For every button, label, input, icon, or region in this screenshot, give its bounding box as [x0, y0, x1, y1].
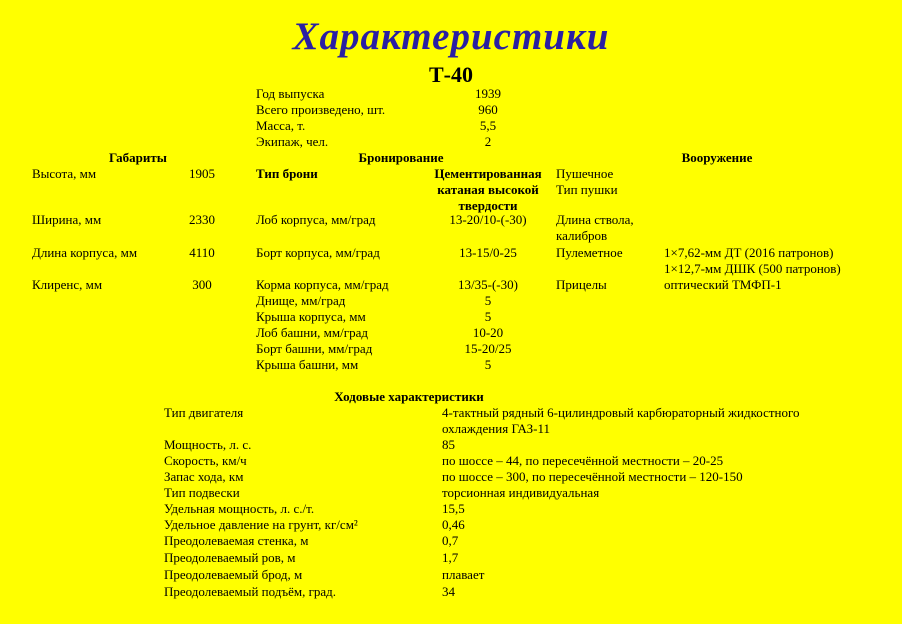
- armor-label: Борт башни, мм/град: [256, 341, 373, 356]
- running-value: 15,5: [442, 501, 465, 516]
- dimension-value: 1905: [189, 166, 215, 181]
- mg-label: Пулеметное: [556, 245, 623, 260]
- running-value: 4-тактный рядный 6-цилиндровый карбюраторный жидкостного: [442, 405, 800, 420]
- running-label: Мощность, л. с.: [164, 437, 252, 452]
- cannon-label: Пушечное: [556, 166, 614, 181]
- running-value: торсионная индивидуальная: [442, 485, 600, 500]
- running-value: 0,7: [442, 533, 459, 548]
- dimension-label: Высота, мм: [32, 166, 97, 181]
- running-label: Тип двигателя: [164, 405, 244, 420]
- general-value: 5,5: [479, 118, 497, 133]
- running-label: Удельное давление на грунт, кг/см²: [164, 517, 358, 532]
- armor-value: 5: [484, 309, 492, 324]
- general-label: Экипаж, чел.: [256, 134, 329, 149]
- dimension-label: Клиренс, мм: [32, 277, 103, 292]
- armor-value: 5: [484, 293, 492, 308]
- armor-label: Крыша башни, мм: [256, 357, 359, 372]
- armor-type-value: твердости: [458, 198, 518, 213]
- running-label: Тип подвески: [164, 485, 240, 500]
- dimensions-header: Габариты: [109, 150, 167, 165]
- model-name: Т-40: [429, 62, 473, 87]
- dimension-value: 2330: [189, 212, 215, 227]
- armor-label: Крыша корпуса, мм: [256, 309, 366, 324]
- armor-value: 15-20/25: [464, 341, 512, 356]
- armor-header: Бронирование: [358, 150, 444, 165]
- running-label: Преодолеваемый брод, м: [164, 567, 303, 582]
- armor-label: Корма корпуса, мм/град: [256, 277, 389, 292]
- mg-value: 1×7,62-мм ДТ (2016 патронов): [664, 245, 834, 260]
- running-value: 34: [442, 584, 455, 599]
- general-value: 1939: [475, 86, 501, 101]
- dimension-value: 4110: [189, 245, 215, 260]
- running-value: по шоссе – 44, по пересечённой местности – 20-25: [442, 453, 724, 468]
- armor-type-value: Цементированная: [434, 166, 542, 181]
- running-label: Скорость, км/ч: [164, 453, 247, 468]
- running-value: охлаждения ГАЗ-11: [442, 421, 550, 436]
- armor-value: 5: [484, 357, 492, 372]
- running-value: по шоссе – 300, по пересечённой местности – 120-150: [442, 469, 743, 484]
- running-value: плавает: [442, 567, 485, 582]
- armor-value: 10-20: [472, 325, 504, 340]
- dimension-label: Длина корпуса, мм: [32, 245, 138, 260]
- running-label: Запас хода, км: [164, 469, 244, 484]
- gun-type-label: Тип пушки: [556, 182, 618, 197]
- armor-type-label: Тип брони: [256, 166, 318, 181]
- general-value: 2: [484, 134, 492, 149]
- running-header: Ходовые характеристики: [334, 389, 484, 404]
- dimension-value: 300: [192, 277, 212, 292]
- running-label: Преодолеваемый подъём, град.: [164, 584, 337, 599]
- armor-label: Днище, мм/град: [256, 293, 346, 308]
- armor-type-value: катаная высокой: [437, 182, 539, 197]
- running-label: Удельная мощность, л. с./т.: [164, 501, 315, 516]
- weapons-header: Вооружение: [681, 150, 753, 165]
- armor-value: 13-15/0-25: [459, 245, 517, 260]
- armor-label: Борт корпуса, мм/град: [256, 245, 380, 260]
- running-value: 85: [442, 437, 455, 452]
- barrel-label: Длина ствола,: [556, 212, 634, 227]
- armor-value: 13/35-(-30): [458, 277, 518, 292]
- armor-label: Лоб башни, мм/град: [256, 325, 368, 340]
- sights-label: Прицелы: [556, 277, 607, 292]
- running-value: 1,7: [442, 550, 459, 565]
- running-value: 0,46: [442, 517, 465, 532]
- running-label: Преодолеваемый ров, м: [164, 550, 296, 565]
- dimension-label: Ширина, мм: [32, 212, 102, 227]
- armor-label: Лоб корпуса, мм/град: [256, 212, 376, 227]
- general-label: Всего произведено, шт.: [256, 102, 386, 117]
- sights-value: оптический ТМФП-1: [664, 277, 782, 292]
- page-title: Характеристики: [292, 15, 610, 58]
- general-label: Год выпуска: [256, 86, 325, 101]
- general-label: Масса, т.: [256, 118, 306, 133]
- mg-value: 1×12,7-мм ДШК (500 патронов): [664, 261, 841, 276]
- general-value: 960: [478, 102, 498, 117]
- running-label: Преодолеваемая стенка, м: [164, 533, 309, 548]
- barrel-label: калибров: [556, 228, 608, 243]
- armor-value: 13-20/10-(-30): [449, 212, 527, 227]
